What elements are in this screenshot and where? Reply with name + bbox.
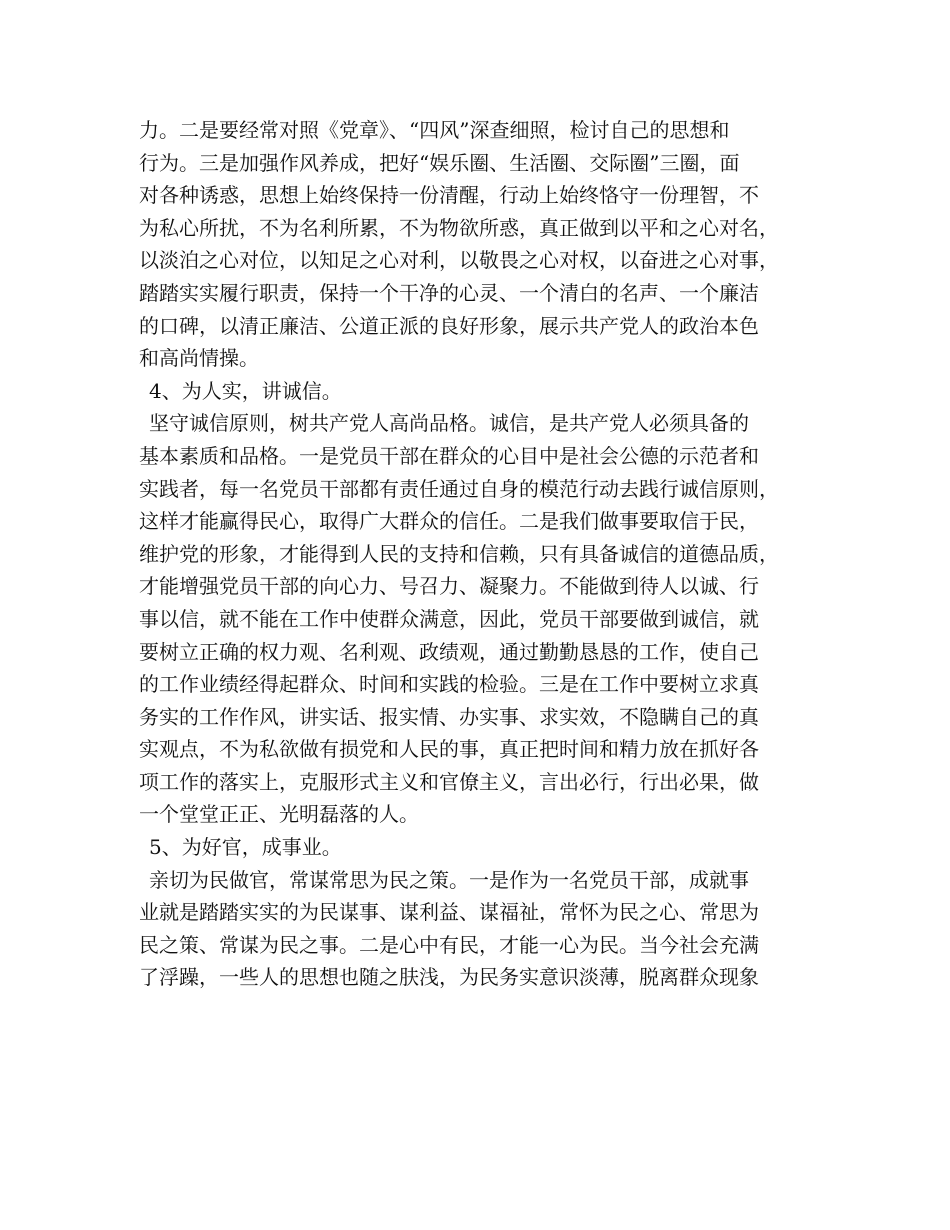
text-line: 要树立正确的权力观、名利观、政绩观，通过勤勤恳恳的工作，使自己 [139, 639, 759, 664]
text-line: 坚守诚信原则，树共产党人高尚品格。诚信，是共产党人必须具备的 [149, 411, 749, 436]
text-line: 4、为人实，讲诚信。 [149, 378, 342, 403]
text-line: 为私心所扰，不为名利所累，不为物欲所惑，真正做到以平和之心对名， [139, 215, 779, 240]
text-line: 一个堂堂正正、光明磊落的人。 [139, 802, 419, 827]
text-line: 维护党的形象，才能得到人民的支持和信赖，只有具备诚信的道德品质， [139, 541, 779, 566]
text-line: 以淡泊之心对位，以知足之心对利，以敬畏之心对权，以奋进之心对事， [139, 248, 779, 273]
text-line: 对各种诱惑，思想上始终保持一份清醒，行动上始终恪守一份理智，不 [139, 183, 759, 208]
text-line: 踏踏实实履行职责，保持一个干净的心灵、一个清白的名声、一个廉洁 [139, 280, 759, 305]
text-line: 的口碑，以清正廉洁、公道正派的良好形象，展示共产党人的政治本色 [139, 313, 759, 338]
text-line: 才能增强党员干部的向心力、号召力、凝聚力。不能做到待人以诚、行 [139, 574, 759, 599]
text-line: 和高尚情操。 [139, 346, 259, 371]
text-line: 了浮躁，一些人的思想也随之肤浅，为民务实意识淡薄，脱离群众现象 [139, 965, 759, 990]
text-line: 实践者，每一名党员干部都有责任通过自身的模范行动去践行诚信原则， [139, 476, 779, 501]
text-line: 事以信，就不能在工作中使群众满意，因此，党员干部要做到诚信，就 [139, 606, 759, 631]
text-line: 的工作业绩经得起群众、时间和实践的检验。三是在工作中要树立求真 [139, 672, 759, 697]
text-line: 这样才能赢得民心，取得广大群众的信任。二是我们做事要取信于民， [139, 509, 759, 534]
text-line: 基本素质和品格。一是党员干部在群众的心目中是社会公德的示范者和 [139, 443, 759, 468]
body-text [139, 114, 819, 994]
text-line: 力。二是要经常对照《党章》、“四风”深查细照，检讨自己的思想和 [139, 118, 730, 142]
text-line: 5、为好官，成事业。 [149, 835, 342, 860]
text-line: 民之策、常谋为民之事。二是心中有民，才能一心为民。当今社会充满 [139, 932, 759, 957]
text-line: 业就是踏踏实实的为民谋事、谋利益、谋福祉，常怀为民之心、常思为 [139, 900, 759, 925]
text-line: 实观点，不为私欲做有损党和人民的事，真正把时间和精力放在抓好各 [139, 737, 759, 762]
text-line: 行为。三是加强作风养成，把好“娱乐圈、生活圈、交际圈”三圈，面 [139, 150, 740, 175]
text-line: 项工作的落实上，克服形式主义和官僚主义，言出必行，行出必果，做 [139, 769, 759, 794]
text-line: 亲切为民做官，常谋常思为民之策。一是作为一名党员干部，成就事 [149, 867, 749, 892]
text-line: 务实的工作作风，讲实话、报实情、办实事、求实效，不隐瞒自己的真 [139, 704, 759, 729]
